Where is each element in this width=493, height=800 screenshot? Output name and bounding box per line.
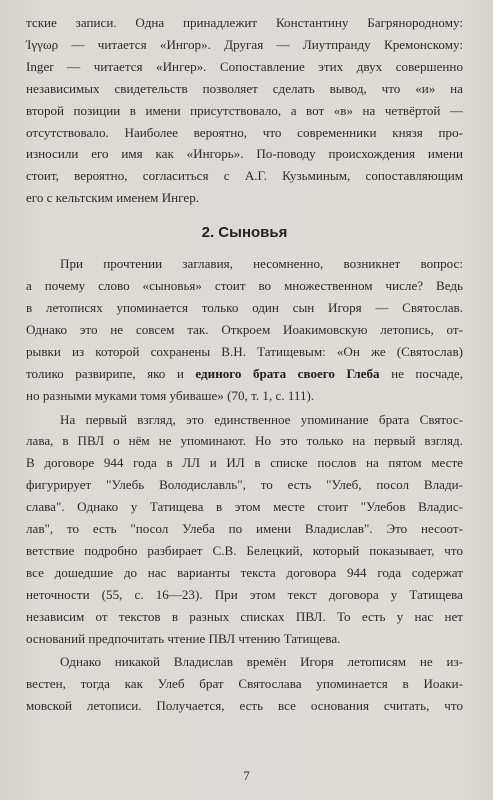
text-line: Однако это не совсем так. Откроем Иоакимовскую летопись, от- [26, 321, 463, 337]
text-line: оснований предпочитать чтение ПВЛ чтению Татищева. [26, 630, 341, 646]
page-number: 7 [243, 768, 250, 783]
text-line: лава, в ПВЛ о нём не упоминают. Но это только на первый взгляд. [26, 433, 463, 449]
text-line-with-emphasis [26, 363, 463, 385]
text-line: стоит, вероятно, согласиться с А.Г. Кузьминым, сопоставляющим [26, 168, 463, 184]
text-line: При прочтении заглавия, несомненно, возникнет вопрос: [60, 256, 463, 272]
text-line: лав", то есть "посол Улеба по имени Владислав". Это несоот- [26, 521, 463, 537]
text-line: ветствие подробно разбирает С.В. Белецкий, который показывает, что [26, 542, 463, 558]
text-fragment: не посчаде, [379, 365, 463, 381]
paragraph-intro [26, 12, 463, 209]
text-line: рывки из которой сохранены В.Н. Татищевым: «Он же (Святослав) [26, 343, 463, 359]
text-line: независим от текстов в разных списках ПВЛ. То есть у нас нет [26, 608, 463, 624]
text-line: в летописях упоминается только один сын Игоря — Святослав. [26, 299, 463, 315]
text-line: Ίγγωρ — читается «Ингор». Другая — Лиутпранду Кремонскому: [26, 36, 463, 52]
text-line: но разными муками томя убиваше» (70, т. 1, с. 111). [26, 387, 315, 403]
text-line: слава". Однако у Татищева в этом месте стоит "Улебов Владис- [26, 499, 463, 515]
text-line: В договоре 944 года в ЛЛ и ИЛ в списке послов на пятом месте [26, 455, 463, 471]
text-line: неточности (55, с. 16—23). При этом текст договора у Татищева [26, 586, 463, 602]
text-line: тские записи. Одна принадлежит Константину Багрянородному: [26, 15, 463, 30]
text-line: мовской летописи. Получается, есть все основания считать, что [26, 698, 463, 714]
emphasized-text: единого брата своего Глеба [195, 365, 380, 381]
paragraph-treaty [26, 409, 463, 650]
paragraph-question [26, 253, 463, 406]
text-line: На первый взгляд, это единственное упоминание брата Святос- [60, 411, 463, 427]
text-line: его с кельтским именем Ингер. [26, 190, 200, 206]
text-line: вестен, тогда как Улеб брат Святослава упоминается в Иоаки- [26, 676, 463, 692]
text-line: все дошедшие до нас варианты текста договора 944 года содержат [26, 564, 463, 580]
text-line: Однако никакой Владислав времён Игоря летописям не из- [60, 654, 463, 670]
text-line: фигурирует "Улебь Володиславль", то есть "Улеб, посол Влади- [26, 477, 463, 493]
text-line: износили его имя как «Ингорь». По-поводу происхождения имени [26, 146, 463, 162]
text-line: а почему слово «сыновья» стоит во множественном числе? Ведь [26, 278, 463, 294]
text-line: независимых свидетельств позволяет сделать вывод, что «и» на [26, 80, 463, 96]
paragraph-vladislav [26, 651, 463, 717]
text-line: отсутствовало. Наиболее вероятно, что современники князя про- [26, 124, 463, 140]
text-fragment: толико развирипе, яко и [26, 365, 196, 381]
text-line: второй позиции в имени присутствовало, а вот «в» на четвёртой — [26, 102, 463, 118]
text-line: Inger — читается «Ингер». Сопоставление этих двух совершенно [26, 58, 463, 74]
section-heading: 2. Сыновья [201, 224, 288, 242]
